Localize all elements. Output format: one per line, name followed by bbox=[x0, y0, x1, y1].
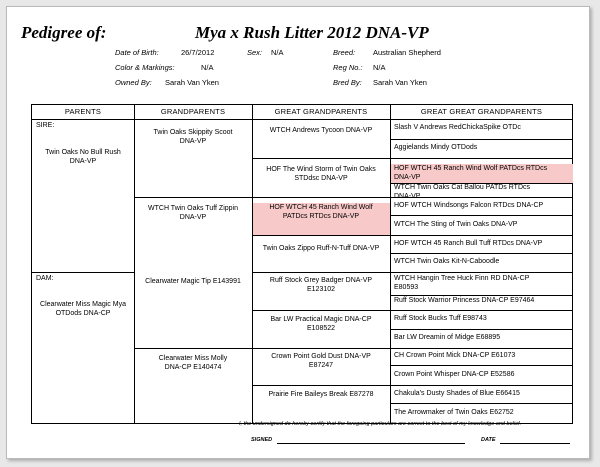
page-title: Mya x Rush Litter 2012 DNA-VP bbox=[195, 23, 429, 42]
gg-grandparent-2: Aggielands Mindy OTDods bbox=[394, 144, 478, 151]
breed-label: Breed: bbox=[333, 48, 356, 57]
gg-grandparent-8: WTCH Twin Oaks Kit-N-Caboodle bbox=[394, 258, 500, 265]
certification-text: I, the undersigned do hereby certify that the foregoing particulars are correct to the best of my knowledge and belief. bbox=[239, 421, 522, 427]
reg-label: Reg No.: bbox=[333, 63, 363, 72]
great-grandparent-7: Crown Point Gold Dust DNA-VP E87247 bbox=[271, 353, 371, 369]
gg-grandparent-13: CH Crown Point Mick DNA-CP E61073 bbox=[394, 352, 516, 359]
col-header-great-grandparents: GREAT GRANDPARENTS bbox=[274, 107, 368, 116]
gg-grandparent-1: Slash V Andrews RedChickaSpike OTDc bbox=[394, 124, 521, 131]
pedigree-sheet bbox=[6, 6, 590, 459]
owned-value: Sarah Van Yken bbox=[165, 78, 219, 87]
sire-name: Twin Oaks No Bull Rush DNA-VP bbox=[45, 149, 121, 165]
gg-grandparent-9: WTCH Hangin Tree Huck Finn RD DNA-CP E80593 bbox=[394, 275, 530, 291]
sire-label: SIRE: bbox=[36, 122, 55, 129]
date-label: DATE bbox=[481, 437, 496, 443]
bred-label: Bred By: bbox=[333, 78, 362, 87]
gg-grandparent-6: WTCH The Sting of Twin Oaks DNA-VP bbox=[394, 221, 518, 228]
sex-label: Sex: bbox=[247, 48, 263, 57]
col-header-parents: PARENTS bbox=[64, 107, 102, 116]
gg-grandparent-7: HOF WTCH 45 Ranch Bull Tuff RTDcs DNA-VP bbox=[394, 240, 543, 247]
gg-grandparent-16: The Arrowmaker of Twin Oaks E62752 bbox=[394, 409, 514, 416]
dob-row bbox=[115, 48, 159, 57]
dob-label: Date of Birth: bbox=[115, 48, 159, 57]
great-grandparent-3: HOF WTCH 45 Ranch Wind Wolf PATDcs RTDcs DNA-VP bbox=[269, 204, 373, 220]
bred-value: Sarah Van Yken bbox=[373, 78, 427, 87]
gg-grandparent-12: Bar LW Dreamin of Midge E68895 bbox=[394, 334, 501, 341]
gg-grandparent-10: Ruff Stock Warrior Princess DNA-CP E97464 bbox=[394, 297, 535, 304]
color-value: N/A bbox=[201, 63, 214, 72]
dam-label: DAM: bbox=[36, 275, 54, 282]
owned-label: Owned By: bbox=[115, 78, 152, 87]
pedigree-label: Pedigree of: bbox=[21, 23, 107, 42]
breed-value: Australian Shepherd bbox=[373, 48, 441, 57]
gg-grandparent-4: WTCH Twin Oaks Cat Ballou PATDs RTDcs DNA-VP bbox=[394, 184, 531, 200]
gg-grandparent-11: Ruff Stock Bucks Tuff E98743 bbox=[394, 315, 487, 322]
dob-value: 26/7/2012 bbox=[181, 48, 215, 57]
dam-name: Clearwater Miss Magic Mya OTDods DNA-CP bbox=[40, 301, 126, 317]
col-header-grandparents: GRANDPARENTS bbox=[160, 107, 226, 116]
great-grandparent-4: Twin Oaks Zippo Ruff-N-Tuff DNA-VP bbox=[262, 245, 380, 252]
date-line[interactable] bbox=[500, 443, 570, 444]
signature-line[interactable] bbox=[277, 443, 465, 444]
grandparent-3: Clearwater Magic Tip E143991 bbox=[145, 278, 241, 285]
signed-label: SIGNED bbox=[251, 437, 273, 443]
col-header-great-great-grandparents: GREAT GREAT GRANDPARENTS bbox=[420, 107, 543, 116]
grandparent-4: Clearwater Miss Molly DNA-CP E140474 bbox=[158, 355, 228, 371]
gg-grandparent-14: Crown Point Whisper DNA-CP E52586 bbox=[394, 371, 515, 378]
gg-grandparent-15: Chakula's Dusty Shades of Blue E66415 bbox=[394, 390, 520, 397]
great-grandparent-5: Ruff Stock Grey Badger DNA-VP E123102 bbox=[269, 277, 373, 293]
color-label: Color & Markings: bbox=[115, 63, 175, 72]
great-grandparent-6: Bar LW Practical Magic DNA-CP E108522 bbox=[270, 316, 372, 332]
pedigree-table bbox=[31, 104, 573, 424]
great-grandparent-1: WTCH Andrews Tycoon DNA-VP bbox=[269, 127, 373, 134]
reg-value: N/A bbox=[373, 63, 386, 72]
gg-grandparent-3: HOF WTCH 45 Ranch Wind Wolf PATDcs RTDcs DNA-VP bbox=[394, 165, 548, 181]
gg-grandparent-5: HOF WTCH Windsongs Falcon RTDcs DNA-CP bbox=[394, 202, 544, 209]
great-grandparent-2: HOF The Wind Storm of Twin Oaks STDdsc DNA-VP bbox=[266, 166, 376, 182]
grandparent-1: Twin Oaks Skippity Scoot DNA-VP bbox=[153, 129, 233, 145]
grandparent-2: WTCH Twin Oaks Tuff Zippin DNA-VP bbox=[148, 205, 238, 221]
great-grandparent-8: Prairie Fire Baileys Break E87278 bbox=[268, 391, 374, 398]
sex-value: N/A bbox=[271, 48, 284, 57]
